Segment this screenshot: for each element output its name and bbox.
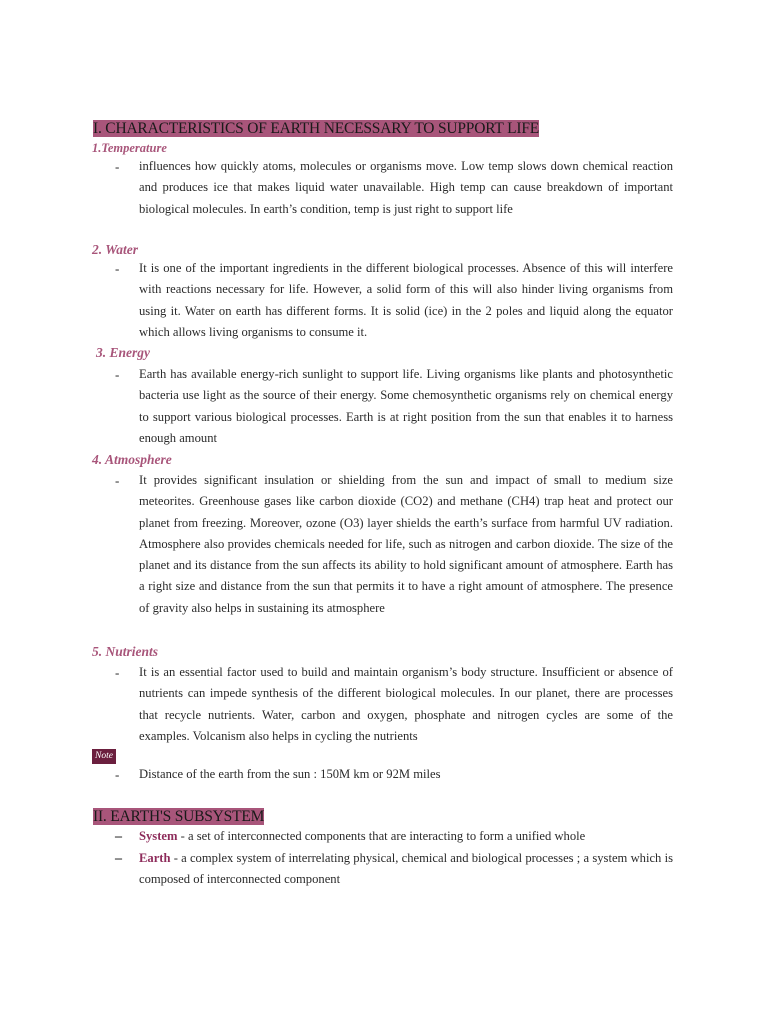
bullet-marker: - <box>115 261 120 276</box>
note-badge: Note <box>92 749 116 764</box>
bullet-marker: - <box>115 665 120 680</box>
section1-title-text: I. CHARACTERISTICS OF EARTH NECESSARY TO SUPPORT LIFE <box>93 120 540 137</box>
section2-title <box>92 808 265 826</box>
bullet-marker: - <box>115 767 120 782</box>
atmosphere-text: It provides significant insulation or shielding from the sun and impact of small to medium size meteorites. Greenhouse gases like carbon dioxide (CO2) and methane (CH4) trap heat and protect our planet from freezing. Moreover, ozone (O3) layer shields the earth’s surface from harmful UV radiation. Atmosphere also provides chemicals needed for life, such as nitrogen and carbon dioxide. The size of the planet and its distance from the sun affects its ability to hold significant amount of atmosphere. Earth has a right size and distance from the sun that permits it to have a right amount of atmosphere. The presence of gravity also helps in sustaining its atmosphere <box>139 473 673 615</box>
dash-marker: – <box>115 851 122 866</box>
energy-text: Earth has available energy-rich sunlight to support life. Living organisms like plants and photosynthetic bacteria use light as the source of their energy. Some chemosynthetic organisms rely on chemical energy to support various biological processes. Earth is at right position from the sun that enables it to harness enough amount <box>139 367 673 445</box>
earth-term: Earth <box>139 851 171 865</box>
nutrients-heading: 5. Nutrients <box>92 644 159 659</box>
system-text: - a set of interconnected components that are interacting to form a unified whole <box>177 829 586 843</box>
system-term: System <box>139 829 178 843</box>
water-heading: 2. Water <box>92 242 139 257</box>
note-text: Distance of the earth from the sun : 150M km or 92M miles <box>139 767 441 781</box>
atmosphere-heading: 4. Atmosphere <box>92 452 172 467</box>
section1-title <box>92 120 540 138</box>
dash-marker: – <box>115 829 122 844</box>
system-definition <box>139 826 673 847</box>
nutrients-text: It is an essential factor used to build and maintain organism’s body structure. Insufficient or absence of nutrients can impede synthesis of the different biological molecules. In our planet, there are processes that recycle nutrients. Water, carbon and oxygen, phosphate and nitrogen cycles are some of the examples. Volcanism also helps in cycling the nutrients <box>139 665 673 743</box>
temperature-heading: 1.Temperature <box>92 141 167 155</box>
energy-heading: 3. Energy <box>96 345 150 360</box>
earth-text: - a complex system of interrelating physical, chemical and biological processes ; a system which is composed of interconnected component <box>139 851 673 887</box>
earth-definition <box>139 848 673 891</box>
bullet-marker: - <box>115 473 120 488</box>
bullet-marker: - <box>115 159 120 174</box>
temperature-text: influences how quickly atoms, molecules or organisms move. Low temp slows down chemical reaction and produces ice that makes liquid water unavailable. High temp can cause breakdown of important biological molecules. In earth’s condition, temp is just right to support life <box>139 159 673 216</box>
section2-title-text: II. EARTH'S SUBSYSTEM <box>93 808 265 825</box>
bullet-marker: - <box>115 367 120 382</box>
water-text: It is one of the important ingredients in the different biological processes. Absence of this will interfere with reactions necessary for life. However, a solid form of this will also hinder living organisms from using it. Water on earth has different forms. It is solid (ice) in the 2 poles and liquid along the equator which allows living organisms to consume it. <box>139 261 673 339</box>
